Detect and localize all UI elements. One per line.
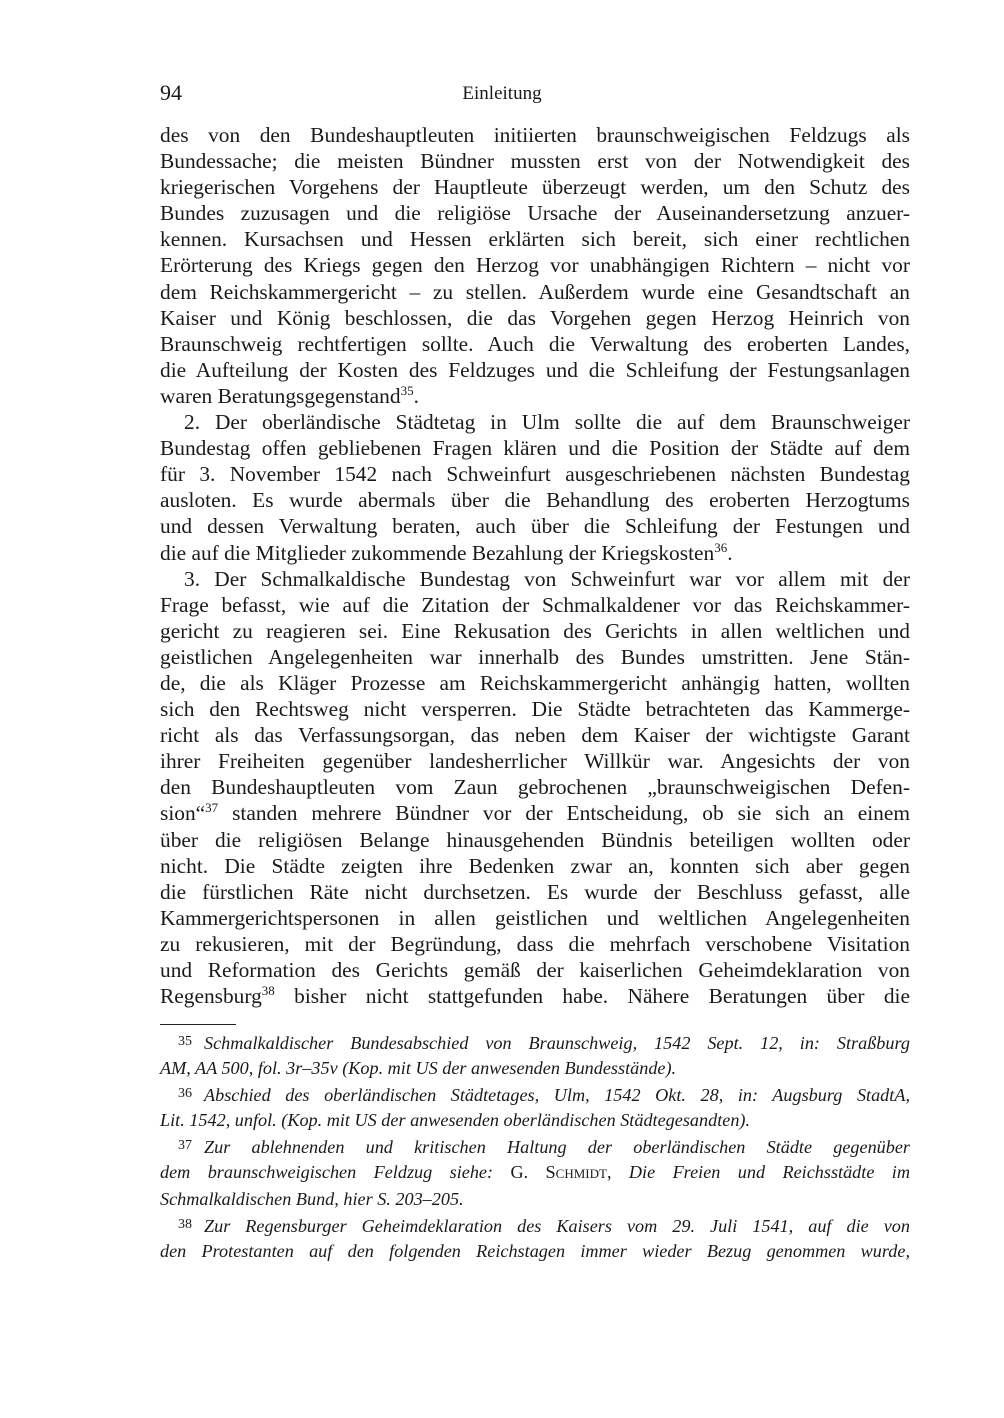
text-fragment: standen mehrere Bündner vor der Entscheidung, ob sie sich an einem (218, 801, 910, 826)
text-line (160, 540, 910, 566)
text-fragment: die auf die Mitglieder zukommende Bezahlung der Kriegskosten (160, 540, 715, 565)
footnote-line (160, 1161, 910, 1187)
text-line: kennen. Kursachsen und Hessen erklärten sich bereit, sich einer rechtlichen (160, 227, 910, 252)
text-line (160, 800, 910, 826)
footnotes (160, 1031, 910, 1266)
footnote-text: dem braunschweigischen Feldzug siehe: (160, 1162, 511, 1183)
footnote-line: Schmalkaldischen Bund, hier S. 203–205. (160, 1188, 464, 1209)
text-line: Kammergerichtspersonen in allen geistlichen und weltlichen Angelegenheiten (160, 905, 910, 930)
text-fragment: waren Beratungsgegenstand (160, 383, 401, 408)
paragraph-2-start: 2. Der oberländische Städtetag in Ulm sollte die auf dem Braunschweiger (184, 410, 910, 435)
text-line: Bundestag offen gebliebenen Fragen klären und die Position der Städte auf dem (160, 436, 910, 461)
text-line: die Aufteilung der Kosten des Feldzuges und die Schleifung der Festungsanlagen (160, 357, 910, 382)
footnote-text: Zur Regensburger Geheimdeklaration des Kaisers vom 29. Juli 1541, auf die von (204, 1215, 910, 1236)
footnote-ref-36[interactable]: 36 (714, 539, 728, 555)
text-line: nicht. Die Städte zeigten ihre Bedenken zwar an, konnten sich aber gegen (160, 853, 910, 878)
text-line: zu rekusieren, mit der Begründung, dass die mehrfach verschobene Visitation (160, 931, 910, 956)
text-line: dem Reichskammergericht – zu stellen. Außerdem wurde eine Gesandtschaft an (160, 279, 910, 304)
text-line (160, 383, 910, 409)
footnote-37 (160, 1135, 910, 1161)
text-line: und Reformation des Gerichts gemäß der kaiserlichen Geheimdeklaration von (160, 958, 910, 982)
body-text (160, 122, 910, 1009)
text-line: Bundessache; die meisten Bündner mussten erst von der Notwendigkeit des (160, 149, 910, 174)
text-line: für 3. November 1542 nach Schweinfurt ausgeschriebenen nächsten Bundestag (160, 462, 910, 487)
text-line: Kaiser und König beschlossen, die das Vorgehen gegen Herzog Heinrich von (160, 305, 910, 330)
period: . (727, 540, 733, 565)
footnote-separator (160, 1024, 236, 1025)
text-fragment: bisher nicht stattgefunden habe. Nähere Beratungen über die (274, 984, 910, 1009)
text-line: über die religiösen Belange hinausgehenden Bündnis beteiligen wollten oder (160, 827, 910, 852)
text-line: sich den Rechtsweg nicht versperren. Die Städte betrachteten das Kammerge- (160, 697, 910, 722)
text-line: gericht zu reagieren sei. Eine Rekusation des Gerichts in allen weltlichen und (160, 618, 910, 643)
text-line: Frage befasst, wie auf die Zitation der Schmalkaldener vor das Reichskammer- (160, 592, 910, 617)
running-head: Einleitung (462, 83, 542, 104)
text-fragment: sion“ (160, 801, 206, 826)
text-line: Erörterung des Kriegs gegen den Herzog vor unabhängigen Richtern – nicht vor (160, 253, 910, 278)
footnote-line: den Protestanten auf den folgenden Reichstagen immer wieder Bezug genommen wurde, (160, 1240, 910, 1261)
text-line: de, die als Kläger Prozesse am Reichskammergericht anhängig hatten, wollten (160, 670, 910, 695)
text-line: kriegerischen Vorgehens der Hauptleute überzeugt werden, um den Schutz des (160, 175, 910, 200)
text-line: Bundes zuzusagen und die religiöse Ursache der Auseinandersetzung anzuer- (160, 201, 910, 226)
footnote-number: 38 (178, 1216, 192, 1232)
text-line: den Bundeshauptleuten vom Zaun gebrochenen „braunschweigischen Defen- (160, 775, 910, 800)
footnote-text: Zur ablehnenden und kritischen Haltung der oberländischen Städte gegenüber (204, 1137, 910, 1158)
footnote-38 (160, 1214, 910, 1240)
period: . (413, 383, 419, 408)
text-line: richt als das Verfassungsorgan, das neben dem Kaiser der wichtigste Garant (160, 723, 910, 748)
footnote-35 (160, 1031, 910, 1057)
footnote-number: 35 (178, 1034, 192, 1049)
footnote-ref-38[interactable]: 38 (261, 983, 275, 999)
text-line (160, 983, 910, 1009)
footnote-36 (160, 1083, 910, 1109)
text-line: ihrer Freiheiten gegenüber landesherrlicher Willkür war. Angesichts der von (160, 749, 910, 774)
text-line: Braunschweig rechtfertigen sollte. Auch die Verwaltung des eroberten Landes, (160, 331, 910, 356)
footnote-line: Lit. 1542, unfol. (Kop. mit US der anwesenden oberländischen Städtegesandten). (160, 1110, 751, 1131)
text-fragment: Regensburg (160, 984, 262, 1009)
author-name: G. Schmidt (510, 1162, 607, 1183)
text-line: und dessen Verwaltung beraten, auch über die Schleifung der Festungen und (160, 514, 910, 539)
footnote-text: Die Freien und Reichsstädte im (628, 1162, 910, 1183)
footnote-number: 37 (178, 1138, 192, 1154)
paragraph-3-start: 3. Der Schmalkaldische Bundestag von Schweinfurt war vor allem mit der (184, 566, 910, 591)
text-line: des von den Bundeshauptleuten initiierten braunschweigischen Feldzugs als (160, 123, 910, 147)
comma: , (606, 1162, 629, 1183)
text-line: ausloten. Es wurde abermals über die Behandlung des eroberten Herzogtums (160, 488, 910, 513)
text-line: geistlichen Angelegenheiten war innerhalb des Bundes umstritten. Jene Stän- (160, 644, 910, 669)
footnote-line: AM, AA 500, fol. 3r–35v (Kop. mit US der anwesenden Bundesstände). (160, 1058, 677, 1079)
page-number: 94 (160, 80, 182, 105)
footnote-number: 36 (178, 1086, 192, 1102)
text-line: die fürstlichen Räte nicht durchsetzen. Es wurde der Beschluss gefasst, alle (160, 879, 910, 904)
footnote-ref-35[interactable]: 35 (400, 382, 414, 398)
footnote-text: Abschied des oberländischen Städtetages, Ulm, 1542 Okt. 28, in: Augsburg StadtA, (204, 1085, 910, 1106)
footnote-text: Schmalkaldischer Bundesabschied von Braunschweig, 1542 Sept. 12, in: Straßburg (204, 1033, 910, 1053)
footnote-ref-37[interactable]: 37 (205, 800, 219, 816)
